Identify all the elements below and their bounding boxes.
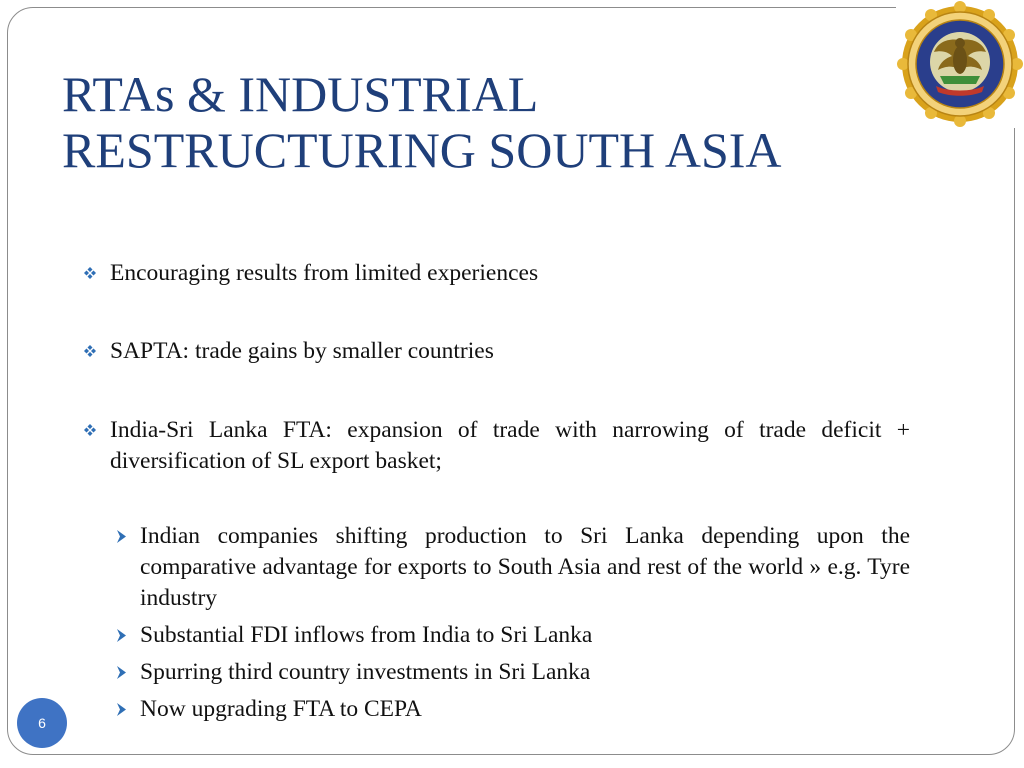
arrowhead-bullet-icon xyxy=(114,620,130,651)
sub-list-item xyxy=(108,620,910,651)
list-item xyxy=(78,336,910,367)
sub-bullet-text: Now upgrading FTA to CEPA xyxy=(140,696,422,722)
eagle-emblem-icon xyxy=(896,0,1024,128)
four-diamond-bullet-icon xyxy=(80,415,100,446)
slide-title xyxy=(62,66,892,178)
sub-list-item xyxy=(108,694,910,725)
sub-bullet-text: Substantial FDI inflows from India to Sri Lanka xyxy=(140,622,593,648)
sub-list-item xyxy=(108,521,910,614)
bullet-text: India-Sri Lanka FTA: expansion of trade with narrowing of trade deficit + diversification of SL export basket; xyxy=(110,417,910,474)
bullet-text: Encouraging results from limited experiences xyxy=(110,260,539,286)
page-number-badge xyxy=(17,698,67,748)
sub-list-item xyxy=(108,657,910,688)
arrowhead-bullet-icon xyxy=(114,657,130,688)
bullet-text: SAPTA: trade gains by smaller countries xyxy=(110,338,494,364)
bullet-list xyxy=(78,258,910,725)
four-diamond-bullet-icon xyxy=(80,336,100,367)
title-line-1: RTAs & INDUSTRIAL xyxy=(62,66,539,122)
arrowhead-bullet-icon xyxy=(114,521,130,552)
list-item xyxy=(78,258,910,289)
four-diamond-bullet-icon xyxy=(80,258,100,289)
institute-logo xyxy=(896,0,1024,128)
arrowhead-bullet-icon xyxy=(114,694,130,725)
title-line-2: RESTRUCTURING SOUTH ASIA xyxy=(62,122,782,178)
page-number: 6 xyxy=(38,715,46,731)
sub-bullet-text: Spurring third country investments in Sri Lanka xyxy=(140,659,591,685)
list-item xyxy=(78,415,910,477)
sub-bullet-text: Indian companies shifting production to Sri Lanka depending upon the comparative advantage for exports to South Asia and rest of the world » e.g. Tyre industry xyxy=(140,523,910,611)
